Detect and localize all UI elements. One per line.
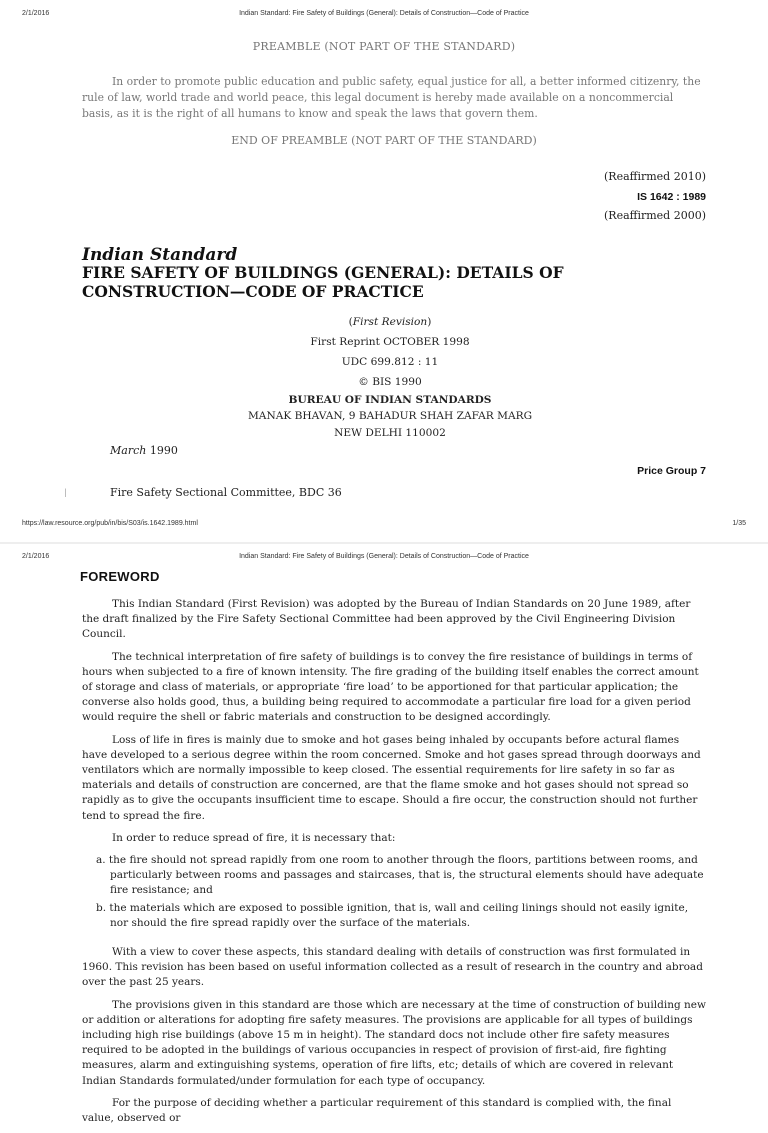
list-item: b. the materials which are exposed to possible ignition, that is, wall and ceiling linings should not easily ignite, nor should the fire spread rapidly over the surface of the materials. [96, 901, 689, 929]
margin-mark: | [64, 488, 67, 497]
bureau-name: BUREAU OF INDIAN STANDARDS [288, 394, 492, 406]
address-line-1: MANAK BHAVAN, 9 BAHADUR SHAH ZAFAR MARG [247, 410, 533, 422]
footer-page-number: 1/35 [732, 520, 746, 527]
header-title: Indian Standard: Fire Safety of Buildings (General): Details of Construction—Code of Practice [239, 10, 529, 17]
revision-line: (First Revision) [348, 316, 432, 328]
document-page-1 [0, 0, 768, 540]
document-page-2 [0, 545, 768, 1125]
foreword-heading: FOREWORD [80, 569, 160, 584]
udc-line: UDC 699.812 : 11 [341, 356, 439, 368]
publication-date: March 1990 [110, 444, 178, 457]
document-title: FIRE SAFETY OF BUILDINGS (GENERAL): DETAILS OF CONSTRUCTION—CODE OF PRACTICE [82, 263, 564, 301]
preamble-end: END OF PREAMBLE (NOT PART OF THE STANDARD) [231, 134, 537, 147]
footer-url[interactable]: https://law.resource.org/pub/in/bis/S03/is.1642.1989.html [22, 520, 198, 527]
paragraph: With a view to cover these aspects, this standard dealing with details of construction was first formulated in 1960. This revision has been based on useful information collected as a result of research in the country and abroad over the past 25 years. [82, 946, 703, 989]
reaffirmed-2010: (Reaffirmed 2010) [604, 170, 706, 183]
header-date: 2/1/2016 [22, 553, 50, 560]
page-separator [0, 542, 768, 544]
paragraph: For the purpose of deciding whether a particular requirement of this standard is complied with, the final value, observed or [82, 1096, 672, 1125]
reprint-line: First Reprint OCTOBER 1998 [310, 336, 470, 348]
copyright-line: © BIS 1990 [358, 376, 422, 388]
price-group: Price Group 7 [637, 465, 706, 477]
preamble-text: In order to promote public education and public safety, equal justice for all, a better informed citizenry, the rule of law, world trade and world peace, this legal document is hereby made available on a noncommercial basis, as it is the right of all humans to know and speak the laws that govern them. [82, 75, 701, 120]
address-line-2: NEW DELHI 110002 [334, 427, 446, 439]
preamble-heading: PREAMBLE (NOT PART OF THE STANDARD) [252, 40, 516, 53]
requirements-list [82, 853, 706, 931]
revision: First Revision [352, 316, 428, 328]
paragraph: Loss of life in fires is mainly due to smoke and hot gases being inhaled by occupants before actural flames have developed to a serious degree within the room concerned. Smoke and hot gases spread through doorways and ventilators which are normally impossible to keep closed. The essential requirements for lire safety in so far as materials and details of construction are concerned, are that the flame smoke and hot gases should not spread so rapidly as to give the occupants insufficient time to escape. Should a fire occur, the construction should not further tend to spread the fire. [82, 733, 701, 822]
header-date: 2/1/2016 [22, 10, 50, 17]
paragraph: The technical interpretation of fire safety of buildings is to convey the fire resistance of buildings in terms of hours when subjected to a fire of known intensity. The fire grading of the building itself enables the correct amount of storage and class of materials, or appropriate ‘fire load’ to be apportioned for that particular application; the converse also holds good, thus, a building being required to accommodate a particular fire load for a given period would require the shell or fabric materials and construction to be designed accordingly. [82, 650, 699, 724]
foreword-body [82, 597, 706, 1133]
reaffirmed-2000: (Reaffirmed 2000) [604, 209, 706, 222]
paragraph: The provisions given in this standard are those which are necessary at the time of construction of building new or addition or alterations for adopting fire safety measures. The provisions are applicable for all types of buildings including high rise buildings (above 15 m in height). The standard docs not include other fire safety measures required to be adopted in the buildings of various occupancies in respect of provision of first-aid, fire fighting measures, alarm and extinguishing systems, operation of fire lifts, etc; details of which are covered in relevant Indian Standards formulated/under formulation for each type of occupancy. [82, 998, 706, 1087]
paragraph: This Indian Standard (First Revision) was adopted by the Bureau of Indian Standards on 20 June 1989, after the draft finalized by the Fire Safety Sectional Committee had been approved by the Civil Engineering Division Council. [82, 598, 691, 641]
header-title: Indian Standard: Fire Safety of Buildings (General): Details of Construction—Code of Practice [239, 553, 529, 560]
list-item: a. the fire should not spread rapidly from one room to another through the floors, partitions between rooms, and particularly between rooms and passages and staircases, that is, the structural elements should have adequate fire resistance; and [96, 854, 704, 897]
paragraph: In order to reduce spread of fire, it is necessary that: [112, 831, 396, 844]
indian-standard-label: Indian Standard [82, 245, 238, 265]
committee-name: Fire Safety Sectional Committee, BDC 36 [110, 486, 342, 499]
is-number: IS 1642 : 1989 [637, 191, 706, 203]
